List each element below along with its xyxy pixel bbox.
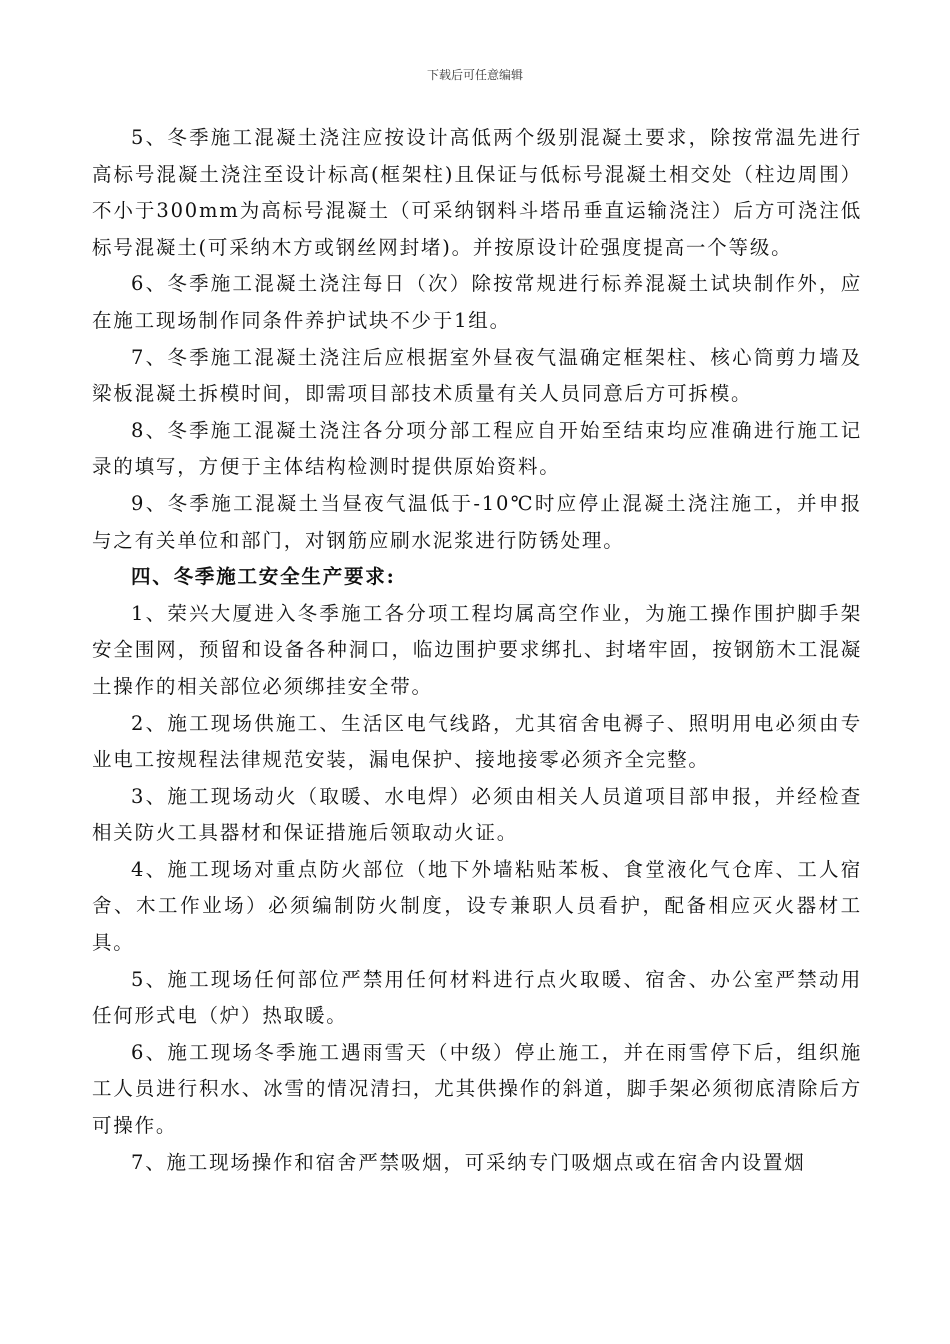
paragraph-item-9: 9、冬季施工混凝土当昼夜气温低于-10℃时应停止混凝土浇注施工，并申报与之有关单位和部门，对钢筋应刷水泥浆进行防锈处理。: [92, 491, 862, 552]
safety-paragraph-7: 7、施工现场操作和宿舍严禁吸烟，可采纳专门吸烟点或在宿舍内设置烟: [131, 1150, 806, 1174]
paragraph-item-8: 8、冬季施工混凝土浇注各分项分部工程应自开始至结束均应准确进行施工记录的填写，方便于主体结构检测时提供原始资料。: [92, 418, 862, 479]
page-header-note: 下载后可任意编辑: [426, 68, 523, 82]
safety-paragraph-2: 2、施工现场供施工、生活区电气线路，尤其宿舍电褥子、照明用电必须由专业电工按规程法律规范安装，漏电保护、接地接零必须齐全完整。: [92, 711, 862, 772]
paragraph-item-6: 6、冬季施工混凝土浇注每日（次）除按常规进行标养混凝土试块制作外，应在施工现场制作同条件养护试块不少于1组。: [92, 272, 862, 332]
paragraph-item-7: 7、冬季施工混凝土浇注后应根据室外昼夜气温确定框架柱、核心筒剪力墙及梁板混凝土拆模时间，即需项目部技术质量有关人员同意后方可拆模。: [92, 345, 862, 406]
section-heading: 四、冬季施工安全生产要求:: [131, 565, 396, 589]
safety-paragraph-6: 6、施工现场冬季施工遇雨雪天（中级）停止施工，并在雨雪停下后，组织施工人员进行积水、冰雪的情况清扫，尤其供操作的斜道，脚手架必须彻底清除后方可操作。: [92, 1040, 862, 1138]
safety-paragraph-5: 5、施工现场任何部位严禁用任何材料进行点火取暖、宿舍、办公室严禁动用任何形式电（炉）热取暖。: [92, 967, 862, 1028]
document-body: [92, 120, 862, 1181]
safety-paragraph-1: 1、荣兴大厦进入冬季施工各分项工程均属高空作业，为施工操作围护脚手架安全围网，预留和设备各种洞口，临边围护要求绑扎、封堵牢固，按钢筋木工混凝土操作的相关部位必须绑挂安全带。: [92, 601, 862, 698]
paragraph-item-5: 5、冬季施工混凝土浇注应按设计高低两个级别混凝土要求，除按常温先进行高标号混凝土浇注至设计标高(框架柱)且保证与低标号混凝土相交处（柱边周围）不小于300mm为高标号混凝土（可采纳钢料斗塔吊垂直运输浇注）后方可浇注低标号混凝土(可采纳木方或钢丝网封堵)。并按原设计砼强度提高一个等级。: [92, 126, 862, 259]
safety-paragraph-4: 4、施工现场对重点防火部位（地下外墙粘贴苯板、食堂液化气仓库、工人宿舍、木工作业场）必须编制防火制度，设专兼职人员看护，配备相应灭火器材工具。: [92, 857, 862, 955]
safety-paragraph-3: 3、施工现场动火（取暖、水电焊）必须由相关人员道项目部申报，并经检查相关防火工具器材和保证措施后领取动火证。: [92, 784, 862, 845]
